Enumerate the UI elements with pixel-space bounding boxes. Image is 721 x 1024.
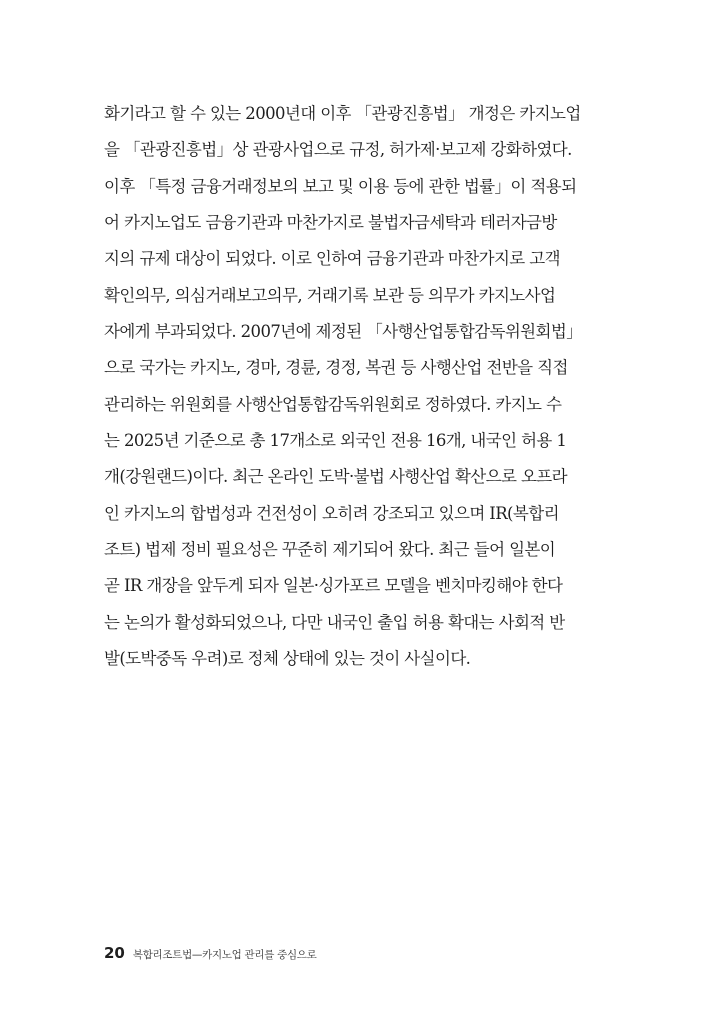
page-number: 20 xyxy=(104,944,125,962)
text-line: 지의 규제 대상이 되었다. 이로 인하여 금융기관과 마찬가지로 고객 xyxy=(104,249,560,269)
page-footer xyxy=(104,944,316,968)
text-line: 관리하는 위원회를 사행산업통합감독위원회로 정하였다. 카지노 수 xyxy=(104,394,562,414)
body-paragraph xyxy=(104,96,604,678)
text-line: 을 「관광진흥법」상 관광사업으로 규정, 허가제·보고제 강화하였다. xyxy=(104,140,572,160)
text-line: 어 카지노업도 금융기관과 마찬가지로 불법자금세탁과 테러자금방 xyxy=(104,213,557,233)
text-line: 곧 IR 개장을 앞두게 되자 일본·싱가포르 모델을 벤치마킹해야 한다 xyxy=(104,576,563,596)
text-line: 는 2025년 기준으로 총 17개소로 외국인 전용 16개, 내국인 허용 1 xyxy=(104,431,567,451)
text-line: 개(강원랜드)이다. 최근 온라인 도박·불법 사행산업 확산으로 오프라 xyxy=(104,467,567,487)
text-line: 는 논의가 활성화되었으나, 다만 내국인 출입 허용 확대는 사회적 반 xyxy=(104,612,565,632)
text-line: 자에게 부과되었다. 2007년에 제정된 「사행산업통합감독위원회법」 xyxy=(104,322,583,342)
text-line: 이후 「특정 금융거래정보의 보고 및 이용 등에 관한 법률」이 적용되 xyxy=(104,176,577,196)
text-line: 조트) 법제 정비 필요성은 꾸준히 제기되어 왔다. 최근 들어 일본이 xyxy=(104,540,556,560)
text-line: 인 카지노의 합법성과 건전성이 오히려 강조되고 있으며 IR(복합리 xyxy=(104,503,559,523)
running-title: 복합리조트법—카지노업 관리를 중심으로 xyxy=(132,949,317,961)
text-line: 화기라고 할 수 있는 2000년대 이후 「관광진흥법」 개정은 카지노업 xyxy=(104,104,581,123)
text-line: 발(도박중독 우려)로 정체 상태에 있는 것이 사실이다. xyxy=(104,649,471,669)
text-line: 확인의무, 의심거래보고의무, 거래기록 보관 등 의무가 카지노사업 xyxy=(104,285,556,305)
text-line: 으로 국가는 카지노, 경마, 경륜, 경정, 복권 등 사행산업 전반을 직접 xyxy=(104,358,568,378)
